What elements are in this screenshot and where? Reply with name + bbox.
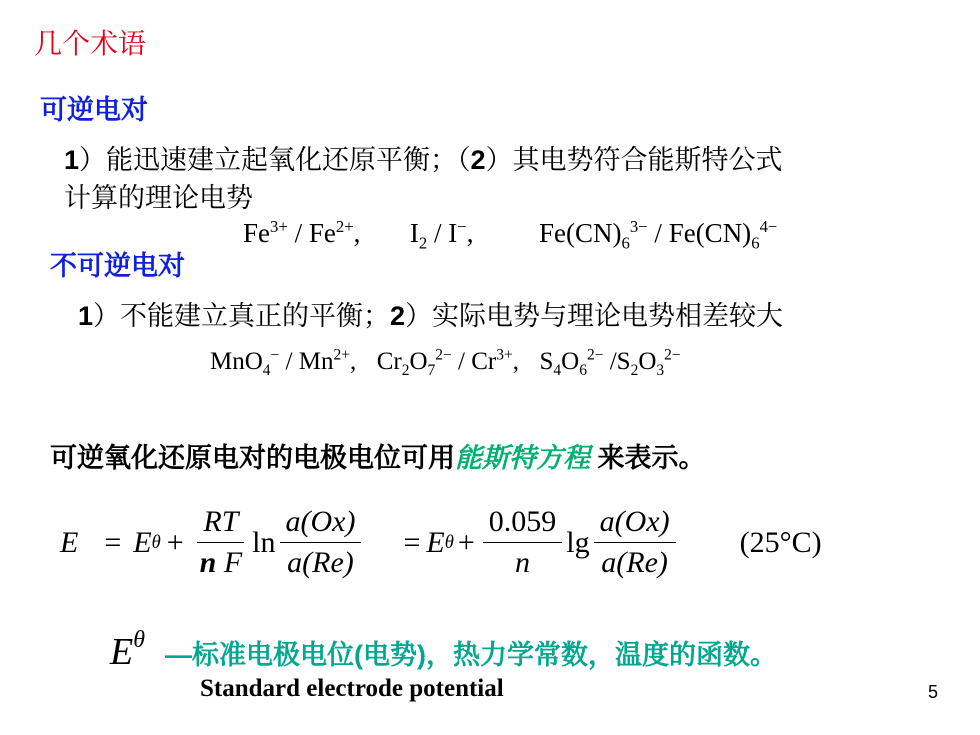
reversible-line-1: 1）能迅速建立起氧化还原平衡；（2）其电势符合能斯特公式 [64, 145, 783, 175]
nernst-equation: E = E θ + $\frac{RT}{\text{n F}}$ ln $\frac{a(Ox)}{a(Re)}$ = E θ + $\frac{0.059}{n}$ lg $\frac{a(Ox)}{a(Re)}$ (25°C) [60, 505, 822, 579]
irreversible-heading: 不可逆电对 [50, 251, 185, 281]
reversible-examples: $Fe^{3+} / Fe^{2+}$, $I_2 / I^-$, $Fe(CN)_6^{3-} / Fe(CN)_6^{4-}$ [243, 217, 778, 253]
page-number: 5 [927, 682, 938, 702]
temperature-note: (25°C) [739, 525, 822, 559]
nernst-equation-term: 能斯特方程 [455, 443, 590, 473]
definition-line: E $^\theta$ —标准电极电位(电势)，热力学常数，温度的函数。 [110, 627, 777, 673]
nernst-statement: 可逆氧化还原电对的电极电位可用能斯特方程 来表示。 [50, 443, 706, 473]
irreversible-line: 1）不能建立真正的平衡；2）实际电势与理论电势相差较大 [78, 301, 784, 331]
irreversible-examples: $MnO_4^- / Mn^{2+}$, $Cr_2O_7^{2-} / Cr^{3+}$, $S_4O_6^{2-}$ $/S_2O_3^{2-}$ [210, 346, 681, 379]
fraction-0059-n: $\frac{0.059}{n}$ [483, 505, 563, 580]
definition-text: —标准电极电位(电势)，热力学常数，温度的函数。 [165, 639, 777, 670]
slide-title: 几个术语 [34, 28, 147, 59]
reversible-line-2: 计算的理论电势 [64, 183, 253, 213]
fraction-rt-nf: $\frac{RT}{\text{n F}}$ [194, 505, 249, 580]
fraction-ox-re-2: $\frac{a(Ox)}{a(Re)}$ [594, 505, 676, 580]
english-term: Standard electrode potential [200, 675, 504, 702]
fraction-ox-re: $\frac{a(Ox)}{a(Re)}$ [280, 505, 362, 580]
reversible-heading: 可逆电对 [40, 95, 148, 125]
